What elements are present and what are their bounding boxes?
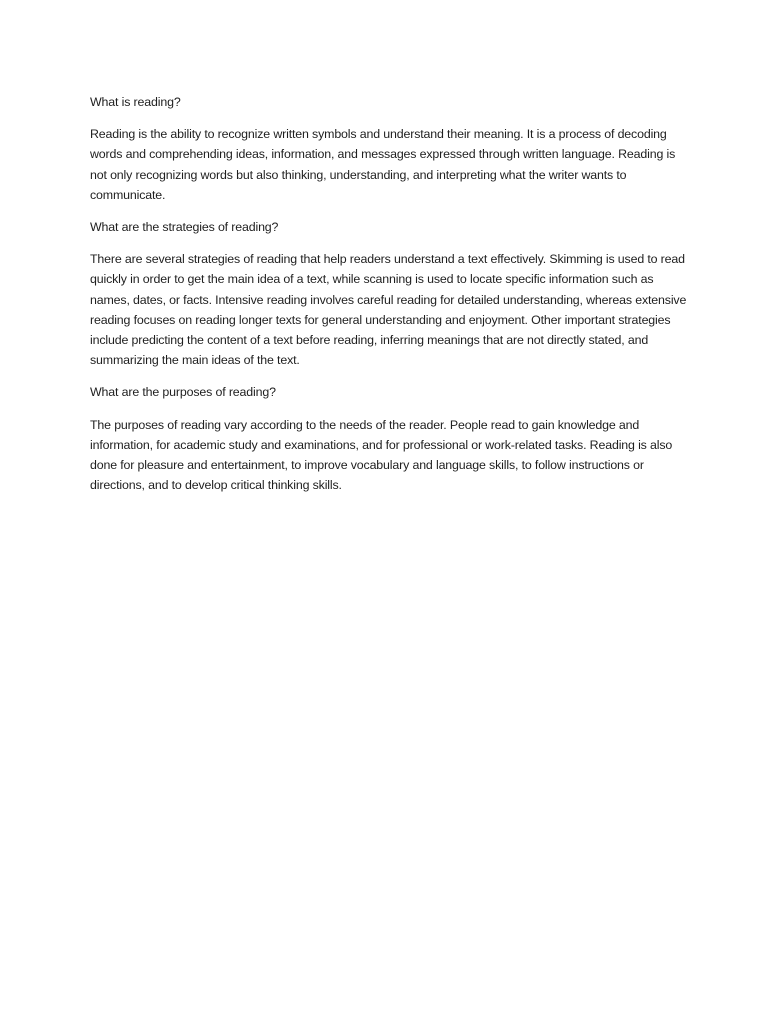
question-heading: What is reading? (90, 95, 181, 109)
answer-paragraph: There are several strategies of reading that help readers understand a text effectively. Skimming is used to read quickly in order to get the main idea of a text, while scanning is used to locate specific information such as names, dates, or facts. Intensive reading involves careful reading for detailed understanding, whereas extensive reading focuses on reading longer texts for general understanding and enjoyment. Other important strategies include predicting the content of a text before reading, inferring meanings that are not directly stated, and summarizing the main ideas of the text. (90, 252, 687, 368)
document-body (90, 92, 690, 507)
answer-paragraph: The purposes of reading vary according to the needs of the reader. People read to gain knowledge and information, for academic study and examinations, and for professional or work-related tasks. Reading is also done for pleasure and entertainment, to improve vocabulary and language skills, to follow instructions or directions, and to develop critical thinking skills. (90, 417, 673, 493)
question-heading: What are the strategies of reading? (90, 220, 279, 235)
question-heading: What are the purposes of reading? (90, 385, 276, 400)
answer-paragraph: Reading is the ability to recognize written symbols and understand their meaning. It is a process of decoding words and comprehending ideas, information, and messages expressed through written language. Reading is not only recognizing words but also thinking, understanding, and interpreting what the writer wants to communicate. (90, 127, 676, 202)
